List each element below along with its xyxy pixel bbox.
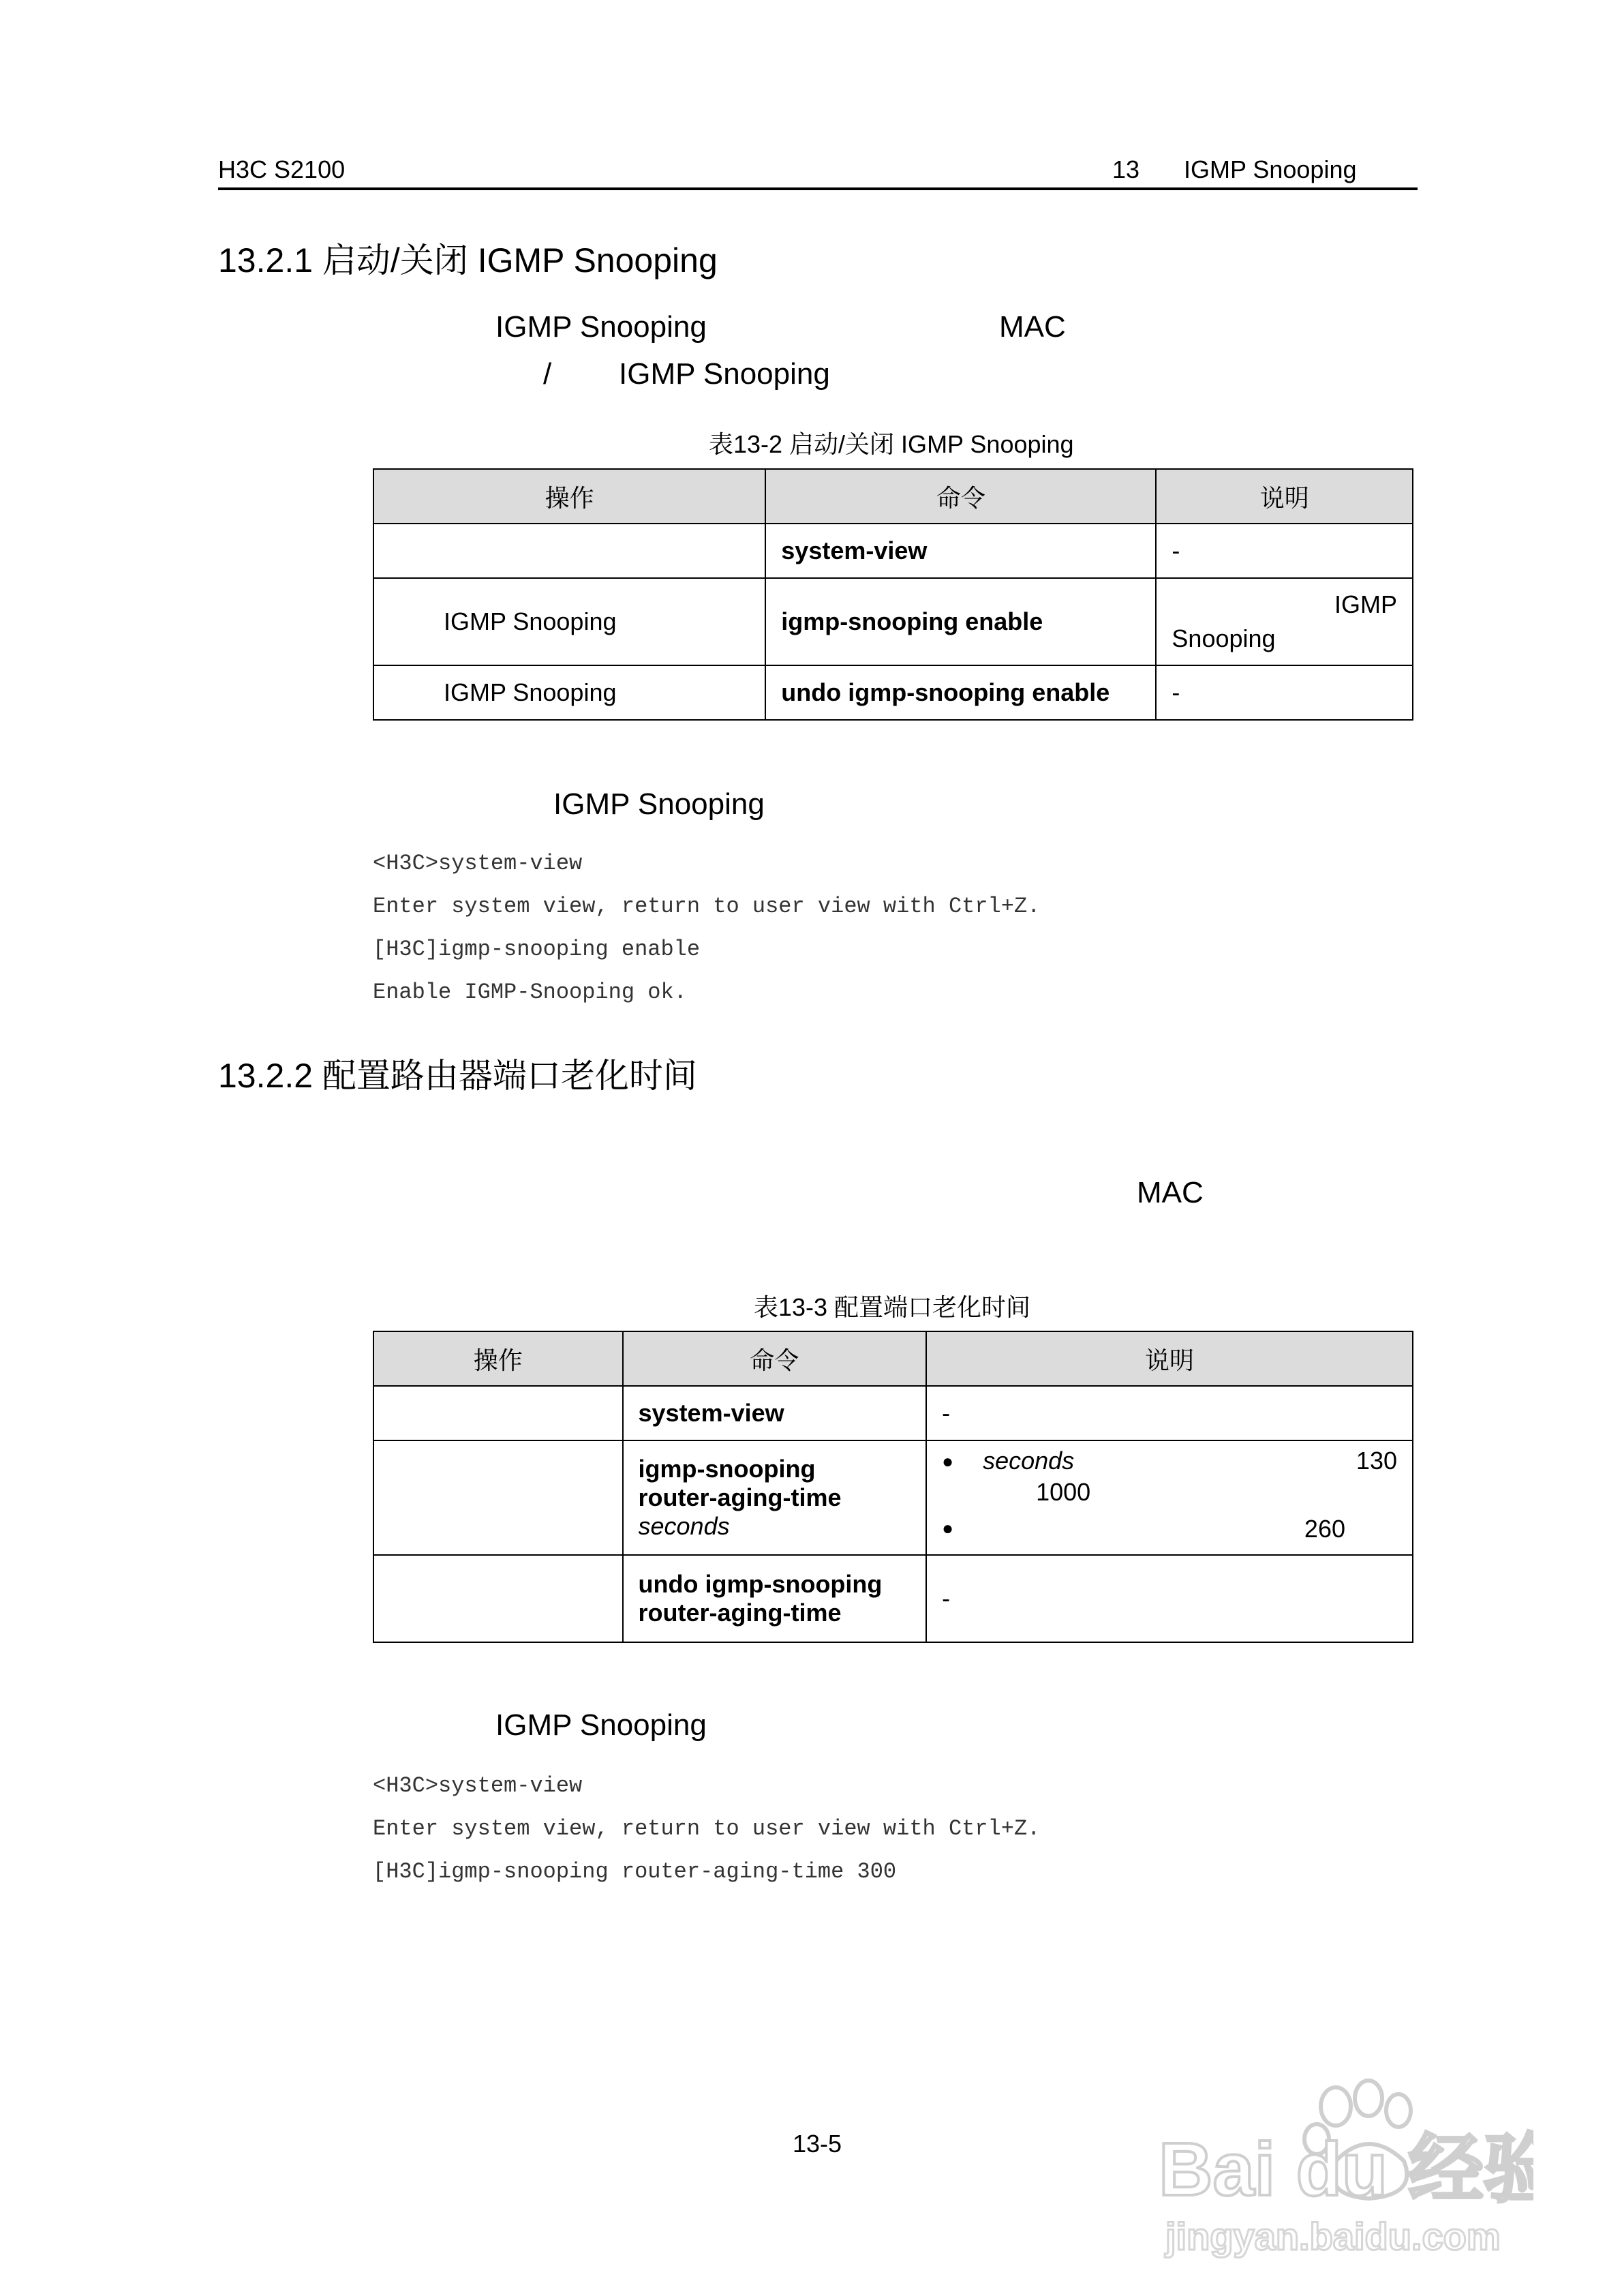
cmd-cell <box>623 1555 927 1642</box>
bullet-icon: ● <box>942 1451 953 1472</box>
example-label: IGMP Snooping <box>553 787 765 821</box>
table-row <box>373 1386 1413 1440</box>
desc-cell <box>1156 578 1413 665</box>
desc-cell <box>926 1440 1413 1555</box>
table-header-cell: 命令 <box>623 1331 927 1386</box>
table-caption: 表13-3 配置端口老化时间 <box>754 1293 1031 1321</box>
para-text: / <box>543 357 552 391</box>
code-line: [H3C]igmp-snooping enable <box>373 937 701 962</box>
page-number: 13-5 <box>793 2130 842 2158</box>
code-line: [H3C]igmp-snooping router-aging-time 300 <box>373 1859 897 1884</box>
op-cell <box>373 524 765 578</box>
cmd-cell <box>623 1440 927 1555</box>
table-row <box>373 578 1413 665</box>
cmd-cell: igmp-snooping enable <box>765 578 1156 665</box>
table-header-row <box>373 469 1413 524</box>
desc-number: 130 <box>1356 1447 1397 1475</box>
table-header-cell: 说明 <box>926 1331 1413 1386</box>
bullet-icon: ● <box>942 1517 953 1539</box>
section-heading-13-2-1: 13.2.1 启动/关闭 IGMP Snooping <box>218 241 718 280</box>
cmd-line: router-aging-time <box>638 1483 842 1511</box>
op-cell <box>373 1555 623 1642</box>
desc-word: seconds <box>983 1447 1075 1475</box>
op-cell: IGMP Snooping <box>373 578 765 665</box>
table-header-cell: 操作 <box>373 1331 623 1386</box>
desc-line: Snooping <box>1172 624 1276 652</box>
section-heading-13-2-2: 13.2.2 配置路由器端口老化时间 <box>218 1057 697 1095</box>
table-row <box>373 1555 1413 1642</box>
cmd-cell: undo igmp-snooping enable <box>765 665 1156 720</box>
table-row <box>373 524 1413 578</box>
header-chapter-number: 13 <box>1112 155 1140 183</box>
baidu-jingyan-watermark <box>1152 2059 1533 2263</box>
code-line: Enter system view, return to user view with Ctrl+Z. <box>373 1816 1041 1841</box>
header-rule <box>218 187 1418 190</box>
desc-cell: - <box>1156 665 1413 720</box>
para-text: IGMP Snooping <box>495 310 707 344</box>
table-header-row <box>373 1331 1413 1386</box>
code-line: <H3C>system-view <box>373 1773 583 1798</box>
baidu-paw-icon <box>1152 2059 1533 2263</box>
cmd-cell: system-view <box>623 1386 927 1440</box>
cmd-line: router-aging-time <box>638 1599 842 1627</box>
command-table-13-2 <box>373 468 1413 721</box>
cmd-line: undo igmp-snooping <box>638 1570 883 1598</box>
code-line: <H3C>system-view <box>373 851 583 876</box>
table-header-cell: 说明 <box>1156 469 1413 524</box>
header-product: H3C S2100 <box>218 155 346 183</box>
desc-cell: - <box>1156 524 1413 578</box>
desc-cell: - <box>926 1386 1413 1440</box>
para-text: MAC <box>999 310 1066 344</box>
code-line: Enable IGMP-Snooping ok. <box>373 980 687 1005</box>
desc-cell: - <box>926 1555 1413 1642</box>
cmd-line: seconds <box>638 1512 730 1540</box>
table-row <box>373 665 1413 720</box>
code-line: Enter system view, return to user view with Ctrl+Z. <box>373 894 1041 919</box>
op-cell <box>373 1386 623 1440</box>
para-text: IGMP Snooping <box>619 357 830 391</box>
cmd-line: igmp-snooping <box>638 1455 816 1483</box>
para-text: MAC <box>1137 1176 1204 1209</box>
header-chapter-title: IGMP Snooping <box>1184 155 1357 183</box>
table-header-cell: 命令 <box>765 469 1156 524</box>
op-cell: IGMP Snooping <box>373 665 765 720</box>
table-row <box>373 1440 1413 1555</box>
op-cell <box>373 1440 623 1555</box>
table-header-cell: 操作 <box>373 469 765 524</box>
desc-line: IGMP <box>1334 590 1397 618</box>
desc-number: 1000 <box>1036 1478 1091 1506</box>
cmd-cell: system-view <box>765 524 1156 578</box>
command-table-13-3 <box>373 1331 1413 1643</box>
watermark-brand: Bai du 经验 <box>1159 2128 1533 2211</box>
watermark-url: jingyan.baidu.com <box>1165 2215 1501 2258</box>
desc-number: 260 <box>1304 1515 1345 1543</box>
table-caption: 表13-2 启动/关闭 IGMP Snooping <box>709 430 1074 458</box>
example-label: IGMP Snooping <box>495 1708 707 1742</box>
